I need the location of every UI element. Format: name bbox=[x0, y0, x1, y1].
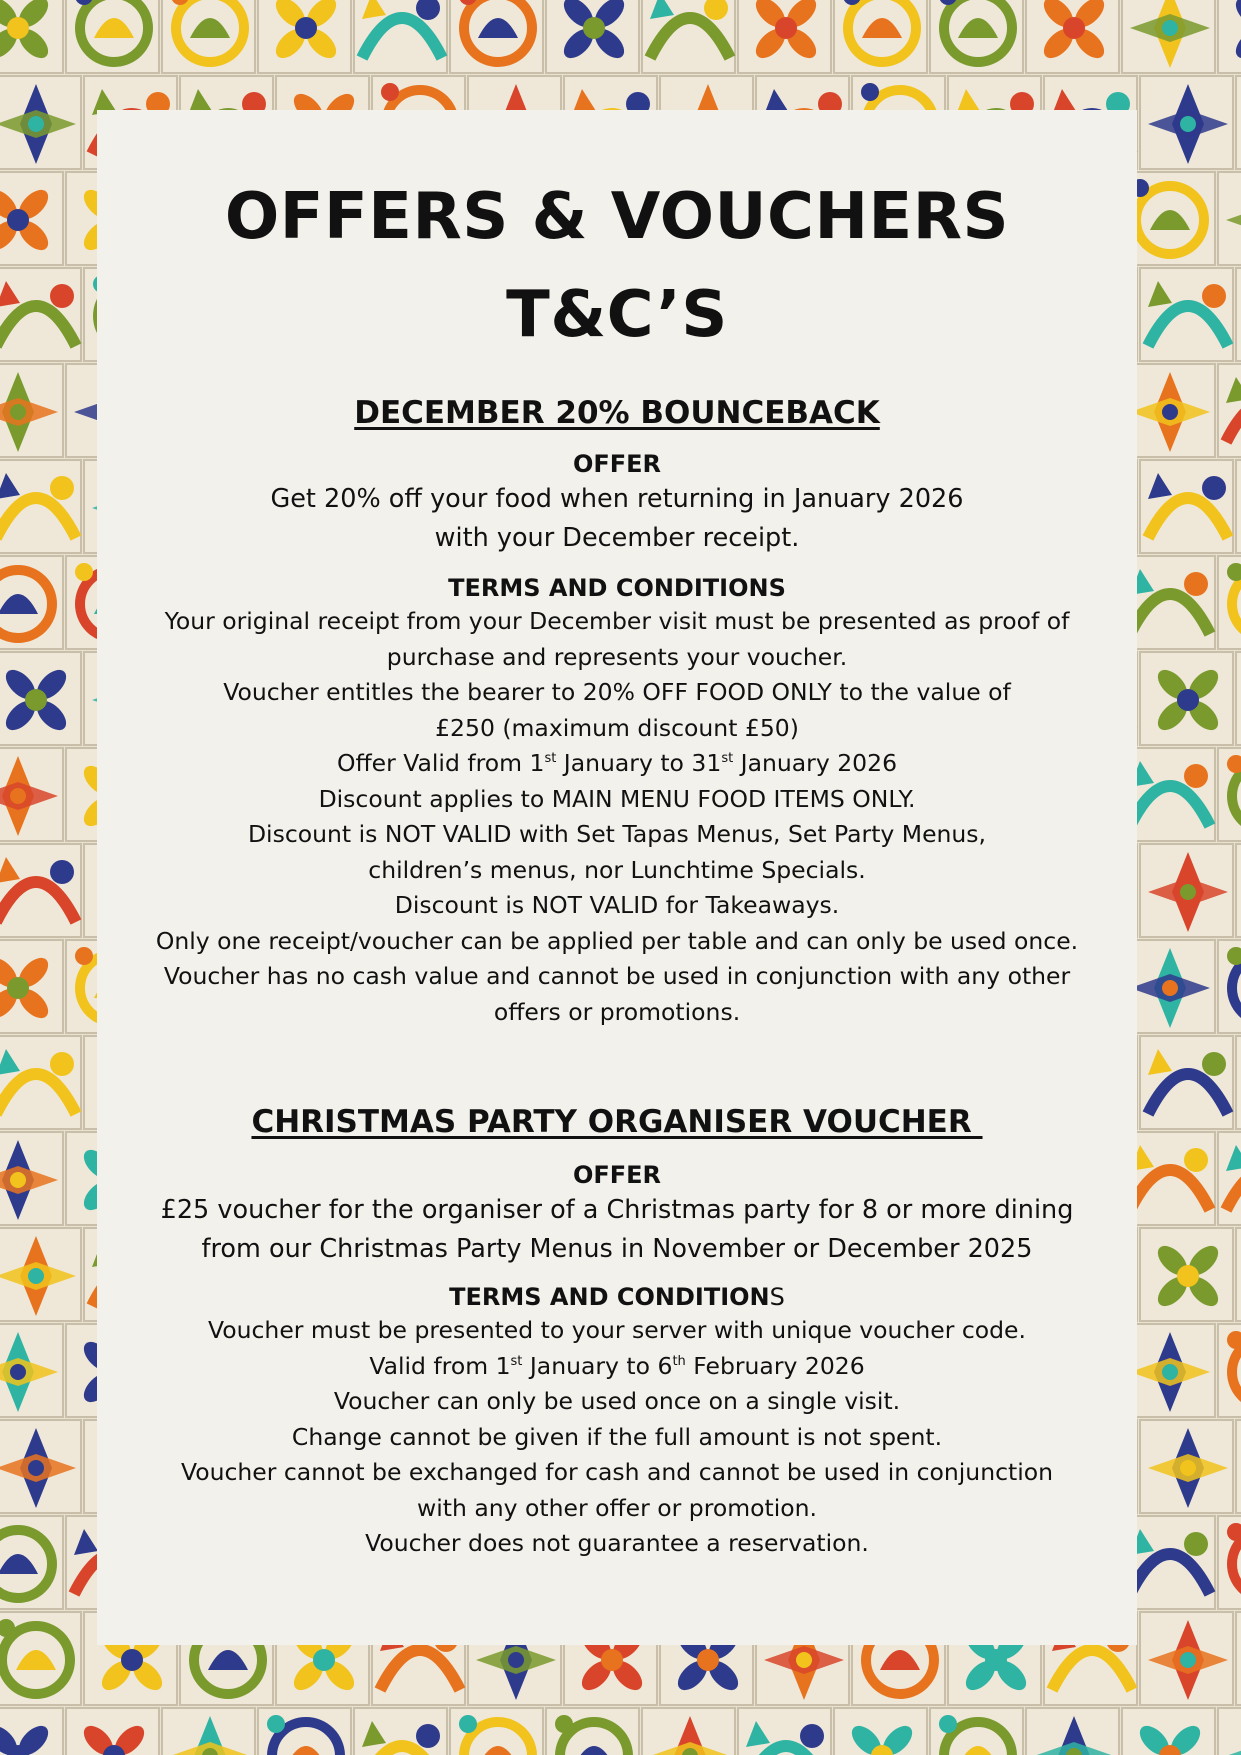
bounceback-terms-label: TERMS AND CONDITIONS bbox=[448, 574, 786, 602]
bounceback-term-line: £250 (maximum discount £50) bbox=[435, 713, 799, 742]
party-voucher-valid-dates: Valid from 1st January to 6th February 2026 bbox=[369, 1351, 865, 1380]
page-title-line-1: OFFERS & VOUCHERS bbox=[224, 180, 1010, 254]
bounceback-term-line: Voucher has no cash value and cannot be used in conjunction with any other bbox=[163, 962, 1071, 990]
party-voucher-section bbox=[97, 1102, 1137, 1562]
bounceback-offer-line: with your December receipt. bbox=[434, 523, 800, 553]
bounceback-valid-dates: Offer Valid from 1st January to 31st January 2026 bbox=[336, 749, 898, 777]
bounceback-offer-line: Get 20% off your food when returning in January 2026 bbox=[270, 484, 964, 514]
party-voucher-term-line: Voucher does not guarantee a reservation. bbox=[365, 1529, 869, 1557]
party-voucher-title: CHRISTMAS PARTY ORGANISER VOUCHER bbox=[251, 1104, 983, 1140]
bounceback-term-line: Voucher entitles the bearer to 20% OFF FOOD ONLY to the value of bbox=[223, 678, 1011, 706]
bounceback-term-line: Discount is NOT VALID for Takeaways. bbox=[394, 891, 840, 919]
page-title-line-2: T&C’S bbox=[506, 278, 728, 352]
party-voucher-offer-label: OFFER bbox=[572, 1161, 662, 1189]
terms-panel bbox=[97, 110, 1137, 1645]
party-voucher-term-line: Voucher cannot be exchanged for cash and cannot be used in conjunction bbox=[180, 1458, 1054, 1486]
party-voucher-term-line: with any other offer or promotion. bbox=[417, 1493, 817, 1522]
bounceback-term-line: purchase and represents your voucher. bbox=[386, 642, 848, 671]
party-voucher-offer-line: £25 voucher for the organiser of a Christmas party for 8 or more dining bbox=[160, 1195, 1074, 1225]
bounceback-offer-label: OFFER bbox=[572, 450, 662, 478]
bounceback-title: DECEMBER 20% BOUNCEBACK bbox=[354, 395, 880, 431]
page-title bbox=[97, 168, 1137, 364]
bounceback-term-line: offers or promotions. bbox=[493, 997, 741, 1026]
bounceback-term-line: Discount is NOT VALID with Set Tapas Menus, Set Party Menus, bbox=[247, 820, 987, 848]
bounceback-term-line: Only one receipt/voucher can be applied per table and can only be used once. bbox=[155, 926, 1079, 955]
bounceback-term-line: Discount applies to MAIN MENU FOOD ITEMS ONLY. bbox=[318, 784, 916, 813]
party-voucher-term-line: Voucher can only be used once on a single visit. bbox=[333, 1387, 901, 1415]
bounceback-term-line: children’s menus, nor Lunchtime Specials. bbox=[368, 855, 866, 884]
party-voucher-terms-label: TERMS AND CONDITIONS bbox=[449, 1283, 785, 1311]
party-voucher-offer-line: from our Christmas Party Menus in November or December 2025 bbox=[201, 1234, 1033, 1264]
party-voucher-term-line: Change cannot be given if the full amount is not spent. bbox=[291, 1422, 943, 1451]
bounceback-term-line: Your original receipt from your December visit must be presented as proof of bbox=[164, 607, 1070, 635]
party-voucher-term-line: Voucher must be presented to your server with unique voucher code. bbox=[207, 1316, 1026, 1344]
bounceback-section bbox=[97, 393, 1137, 1030]
